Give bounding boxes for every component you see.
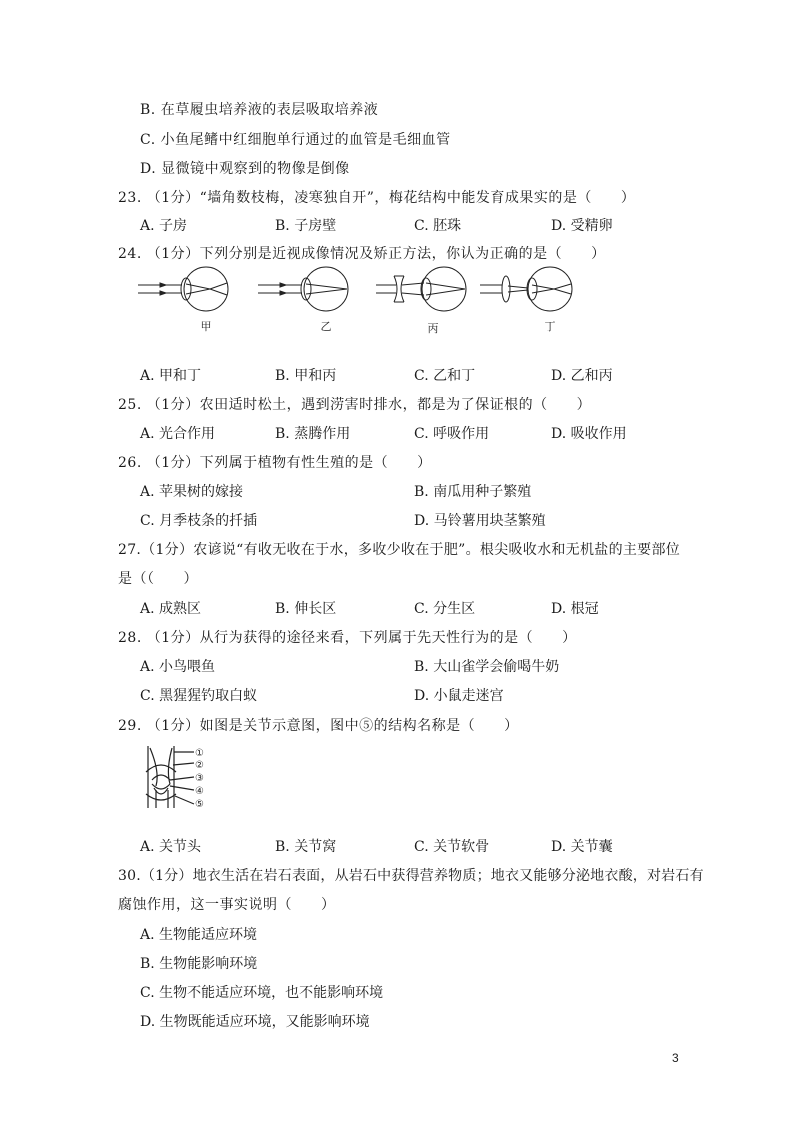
q25-option-d: D. 吸收作用 — [551, 426, 627, 442]
eye-label-yi: 乙 — [320, 320, 332, 333]
q30-option-a: A. 生物能适应环境 — [140, 927, 258, 943]
q30-stem-line1: 30.（1分）地衣生活在岩石表面，从岩石中获得营养物质；地衣又能够分泌地衣酸，对岩石有 — [118, 868, 704, 884]
joint-label-4: ④ — [195, 786, 204, 797]
q27-stem-line2: 是（（ ） — [118, 571, 198, 587]
q29-option-a: A. 关节头 — [140, 839, 202, 855]
q26-option-c: C. 月季枝条的扦插 — [140, 513, 258, 529]
joint-diagram-figure — [140, 744, 220, 816]
eye-label-jia: 甲 — [200, 320, 212, 333]
eye-diagram-yi — [258, 267, 348, 311]
q30-option-d: D. 生物既能适应环境，又能影响环境 — [140, 1014, 370, 1030]
q29-option-c: C. 关节软骨 — [414, 839, 490, 855]
q22-option-d: D. 显微镜中观察到的物像是倒像 — [140, 161, 350, 177]
eye-label-bing: 丙 — [427, 322, 439, 335]
q30-option-b: B. 生物能影响环境 — [140, 956, 258, 972]
q27-stem-line1: 27.（1分）农谚说“有收无收在于水，多收少收在于肥”。根尖吸收水和无机盐的主要部位 — [118, 542, 681, 558]
q28-option-a: A. 小鸟喂鱼 — [140, 659, 216, 675]
eye-label-ding: 丁 — [544, 320, 556, 333]
eye-diagrams-figure — [130, 268, 590, 340]
q23-option-c: C. 胚珠 — [414, 218, 462, 234]
q29-option-b: B. 关节窝 — [275, 839, 337, 855]
q25-option-a: A. 光合作用 — [140, 426, 216, 442]
q24-option-b: B. 甲和丙 — [275, 368, 337, 384]
joint-label-2: ② — [195, 760, 204, 771]
joint-label-1: ① — [195, 748, 204, 759]
page-number: 3 — [672, 1051, 679, 1065]
q29-stem: 29. （1分）如图是关节示意图，图中⑤的结构名称是（ ） — [118, 718, 519, 734]
q23-stem: 23. （1分）“墙角数枝梅，凌寒独自开”，梅花结构中能发育成果实的是（ ） — [118, 190, 636, 206]
q27-option-b: B. 伸长区 — [275, 601, 337, 617]
q28-option-b: B. 大山雀学会偷喝牛奶 — [414, 659, 560, 675]
q30-option-c: C. 生物不能适应环境，也不能影响环境 — [140, 985, 384, 1001]
q23-option-b: B. 子房壁 — [275, 218, 337, 234]
joint-label-3: ③ — [195, 773, 204, 784]
eye-diagram-ding — [480, 267, 572, 311]
q24-option-c: C. 乙和丁 — [414, 368, 476, 384]
q26-stem: 26. （1分）下列属于植物有性生殖的是（ ） — [118, 455, 432, 471]
q22-option-c: C. 小鱼尾鳍中红细胞单行通过的血管是毛细血管 — [140, 132, 451, 148]
q28-option-d: D. 小鼠走迷宫 — [414, 688, 504, 704]
q23-option-a: A. 子房 — [140, 218, 188, 234]
q24-option-a: A. 甲和丁 — [140, 368, 202, 384]
eye-diagram-jia — [138, 267, 228, 311]
q24-option-d: D. 乙和丙 — [551, 368, 613, 384]
q30-stem-line2: 腐蚀作用，这一事实说明（ ） — [118, 897, 336, 913]
q26-option-b: B. 南瓜用种子繁殖 — [414, 484, 532, 500]
eye-diagram-bing — [376, 267, 466, 311]
q26-option-d: D. 马铃薯用块茎繁殖 — [414, 513, 546, 529]
q29-option-d: D. 关节囊 — [551, 839, 613, 855]
q24-stem: 24. （1分）下列分别是近视成像情况及矫正方法，你认为正确的是（ ） — [118, 246, 606, 262]
q27-option-c: C. 分生区 — [414, 601, 476, 617]
q28-stem: 28. （1分）从行为获得的途径来看，下列属于先天性行为的是（ ） — [118, 630, 577, 646]
q27-option-a: A. 成熟区 — [140, 601, 202, 617]
q23-option-d: D. 受精卵 — [551, 218, 613, 234]
q28-option-c: C. 黑猩猩钓取白蚁 — [140, 688, 258, 704]
q22-option-b: B. 在草履虫培养液的表层吸取培养液 — [140, 102, 379, 118]
q26-option-a: A. 苹果树的嫁接 — [140, 484, 244, 500]
q25-option-b: B. 蒸腾作用 — [275, 426, 351, 442]
joint-label-5: ⑤ — [195, 799, 204, 810]
q25-option-c: C. 呼吸作用 — [414, 426, 490, 442]
q27-option-d: D. 根冠 — [551, 601, 599, 617]
q25-stem: 25. （1分）农田适时松土，遇到涝害时排水，都是为了保证根的（ ） — [118, 397, 592, 413]
